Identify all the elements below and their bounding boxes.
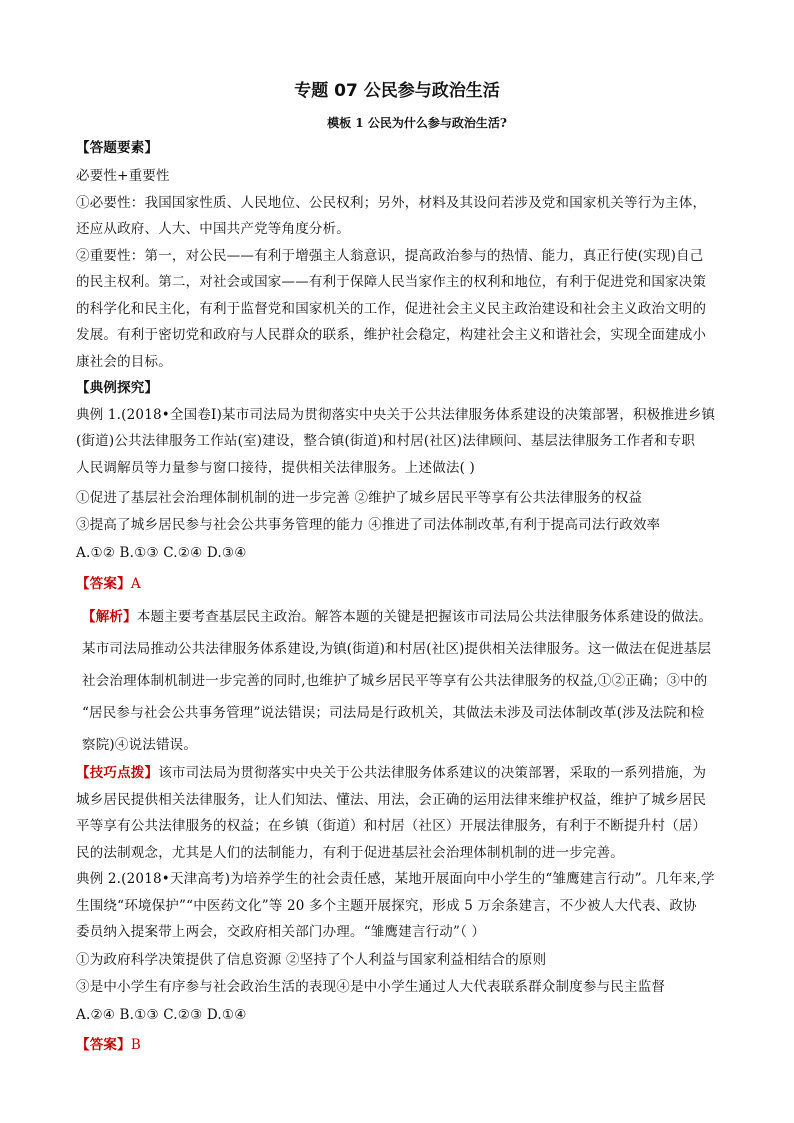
example1-tips-line: 民的法制观念，尤其是人们的法制能力，有利于促进基层社会治理体制机制的进一步完善。 <box>76 845 624 861</box>
analysis-label: 【解析】 <box>82 609 137 625</box>
section-header-examples: 【典例探究】 <box>76 380 159 396</box>
example1-analysis-line: 某市司法局推动公共法律服务体系建设,为镇(街道)和村居(社区)提供相关法律服务。这一做法在促进基层 <box>82 641 712 657</box>
example1-analysis-line: “居民参与社会公共事务管理”说法错误；司法局是行政机关，其做法未涉及司法体制改革(涉及法院和检 <box>82 705 705 721</box>
paragraph-line: 必要性+重要性 <box>76 168 170 184</box>
example1-tips-line <box>76 763 736 783</box>
example1-analysis-line <box>82 607 742 627</box>
example1-answer <box>76 574 736 594</box>
analysis-text: 本题主要考查基层民主政治。解答本题的关键是把握该市司法局公共法律服务体系建设的做法。 <box>136 609 713 625</box>
answer-value: A <box>130 576 141 592</box>
answer-label: 【答案】 <box>76 576 131 592</box>
answer-value: B <box>130 1037 141 1053</box>
example1-line: 人民调解员等力量参与窗口接待，提供相关法律服务。上述做法( ) <box>76 460 476 476</box>
example1-option-line: ③提高了城乡居民参与社会公共事务管理的能力 ④推进了司法体制改革,有利于提高司法行政效率 <box>76 517 661 533</box>
tips-text: 该市司法局为贯彻落实中央关于公共法律服务体系建议的决策部署，采取的一系列措施，为 <box>158 765 707 781</box>
example2-option-line: ③是中小学生有序参与社会政治生活的表现④是中小学生通过人大代表联系群众制度参与民主监督 <box>76 979 666 995</box>
example1-tips-line: 城乡居民提供相关法律服务，让人们知法、懂法、用法，会正确的运用法律来维护权益，维护了城乡居民 <box>76 792 707 808</box>
example1-choices: A.①② B.①③ C.②④ D.③④ <box>76 545 247 561</box>
paragraph-line: 的民主权利。第二，对社会或国家——有利于保障人民当家作主的权利和地位，有利于促进党和国家决策 <box>76 274 707 290</box>
paragraph-line: ②重要性：第一，对公民——有利于增强主人翁意识，提高政治参与的热情、能力，真正行使(实现)自己 <box>76 248 704 264</box>
example1-option-line: ①促进了基层社会治理体制机制的进一步完善 ②维护了城乡居民平等享有公共法律服务的权益 <box>76 490 643 506</box>
example1-tips-line: 平等享有公共法律服务的权益；在乡镇（街道）和村居（社区）开展法律服务，有利于不断提升村（居） <box>76 818 707 834</box>
example1-analysis-line: 察院)④说法错误。 <box>82 737 198 753</box>
example1-line: (街道)公共法律服务工作站(室)建设，整合镇(街道)和村居(社区)法律顾问、基层法律服务工作者和专职 <box>76 433 696 449</box>
example2-line: 委员纳入提案带上两会，交政府相关部门办理。“雏鹰建言行动”（ ） <box>76 924 486 940</box>
paragraph-line: 还应从政府、人大、中国共产党等角度分析。 <box>76 221 350 237</box>
example2-line: 生围绕“环境保护”“中医药文化”等 20 多个主题开展探究，形成 5 万余条建言，不少被人大代表、政协 <box>76 898 697 914</box>
page-title: 专题 07 公民参与政治生活 <box>294 81 500 101</box>
paragraph-line: ①必要性：我国国家性质、人民地位、公民权利；另外，材料及其设问若涉及党和国家机关等行为主体， <box>76 195 707 211</box>
answer-label: 【答案】 <box>76 1037 131 1053</box>
tips-label: 【技巧点拨】 <box>76 765 159 781</box>
paragraph-line: 发展。有利于密切党和政府与人民群众的联系，维护社会稳定，构建社会主义和谐社会，实现全面建成小 <box>76 327 707 343</box>
section-header-elements: 【答题要素】 <box>76 140 159 156</box>
example1-line: 典例 1.(2018•全国卷Ⅰ)某市司法局为贯彻落实中央关于公共法律服务体系建设的决策部署，积极推进乡镇 <box>76 407 716 423</box>
paragraph-line: 康社会的目标。 <box>76 354 172 370</box>
example1-analysis-line: 社会治理体制机制进一步完善的同时,也维护了城乡居民平等享有公共法律服务的权益,①②正确；③中的 <box>82 673 708 689</box>
example2-option-line: ①为政府科学决策提供了信息资源 ②坚持了个人利益与国家利益相结合的原则 <box>76 952 547 968</box>
example2-choices: A.②④ B.①③ C.②③ D.①④ <box>76 1007 247 1023</box>
example2-line: 典例 2.(2018•天津高考)为培养学生的社会责任感，某地开展面向中小学生的“雏鹰建言行动”。几年来,学 <box>76 871 715 887</box>
example2-answer <box>76 1035 736 1055</box>
paragraph-line: 的科学化和民主化，有利于监督党和国家机关的工作，促进社会主义民主政治建设和社会主义政治文明的 <box>76 301 707 317</box>
template-subtitle: 模板 1 公民为什么参与政治生活? <box>327 116 507 130</box>
